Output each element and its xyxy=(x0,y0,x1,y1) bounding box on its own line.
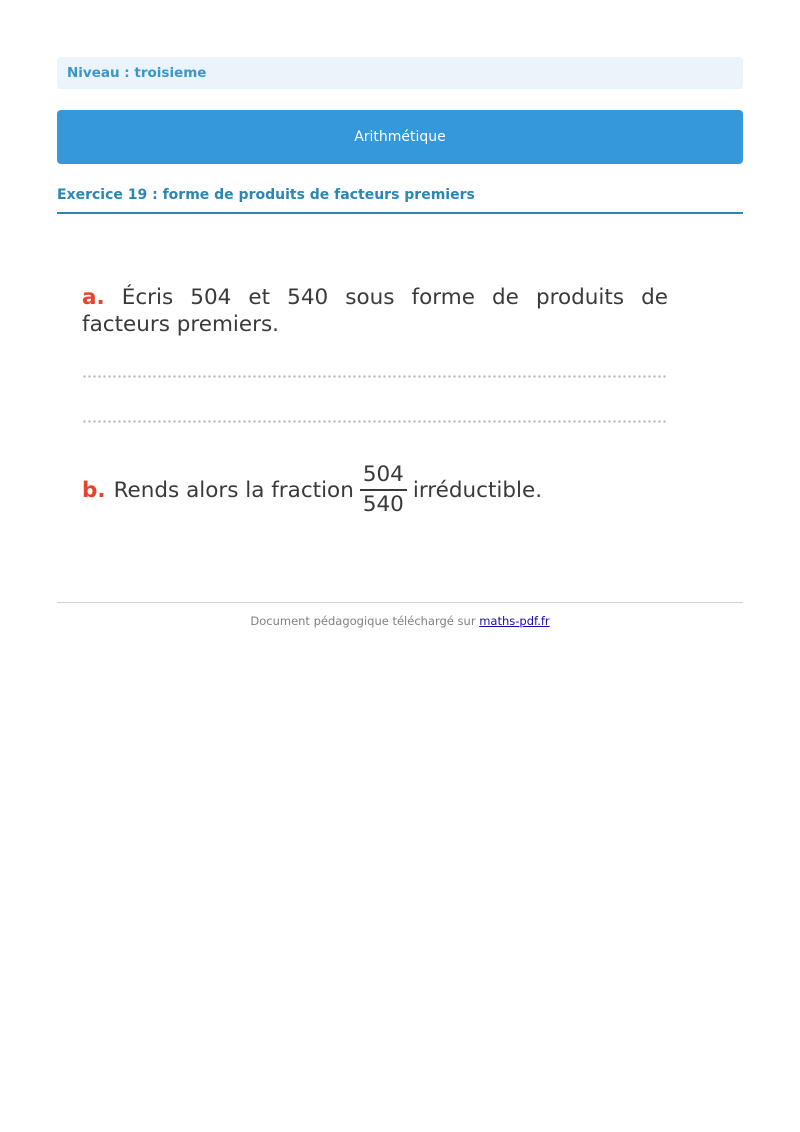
question-b-text-after: irréductible. xyxy=(412,477,543,503)
footer-text: Document pédagogique téléchargé sur xyxy=(250,614,476,628)
fraction-numerator: 504 xyxy=(362,462,404,487)
question-a-letter: a. xyxy=(82,285,105,310)
answer-dotted-line-2 xyxy=(82,420,668,423)
footer-link[interactable]: maths-pdf.fr xyxy=(479,614,550,628)
answer-dotted-line-1 xyxy=(82,375,668,378)
question-b xyxy=(82,460,542,520)
question-b-letter: b. xyxy=(82,477,106,503)
exercise-content xyxy=(82,284,668,517)
fraction-bar xyxy=(360,489,407,491)
question-b-text-before: Rends alors la fraction xyxy=(113,477,354,503)
question-a-text: Écris 504 et 540 sous forme de produits de facteurs premiers. xyxy=(82,285,668,337)
fraction-denominator: 540 xyxy=(362,492,404,517)
theme-banner: Arithmétique xyxy=(57,110,743,164)
footer-divider xyxy=(57,602,743,603)
footer xyxy=(57,614,743,628)
question-a xyxy=(82,284,668,338)
fraction xyxy=(360,463,407,517)
exercise-title: Exercice 19 : forme de produits de facteurs premiers xyxy=(57,186,743,214)
level-badge: Niveau : troisieme xyxy=(57,57,743,89)
